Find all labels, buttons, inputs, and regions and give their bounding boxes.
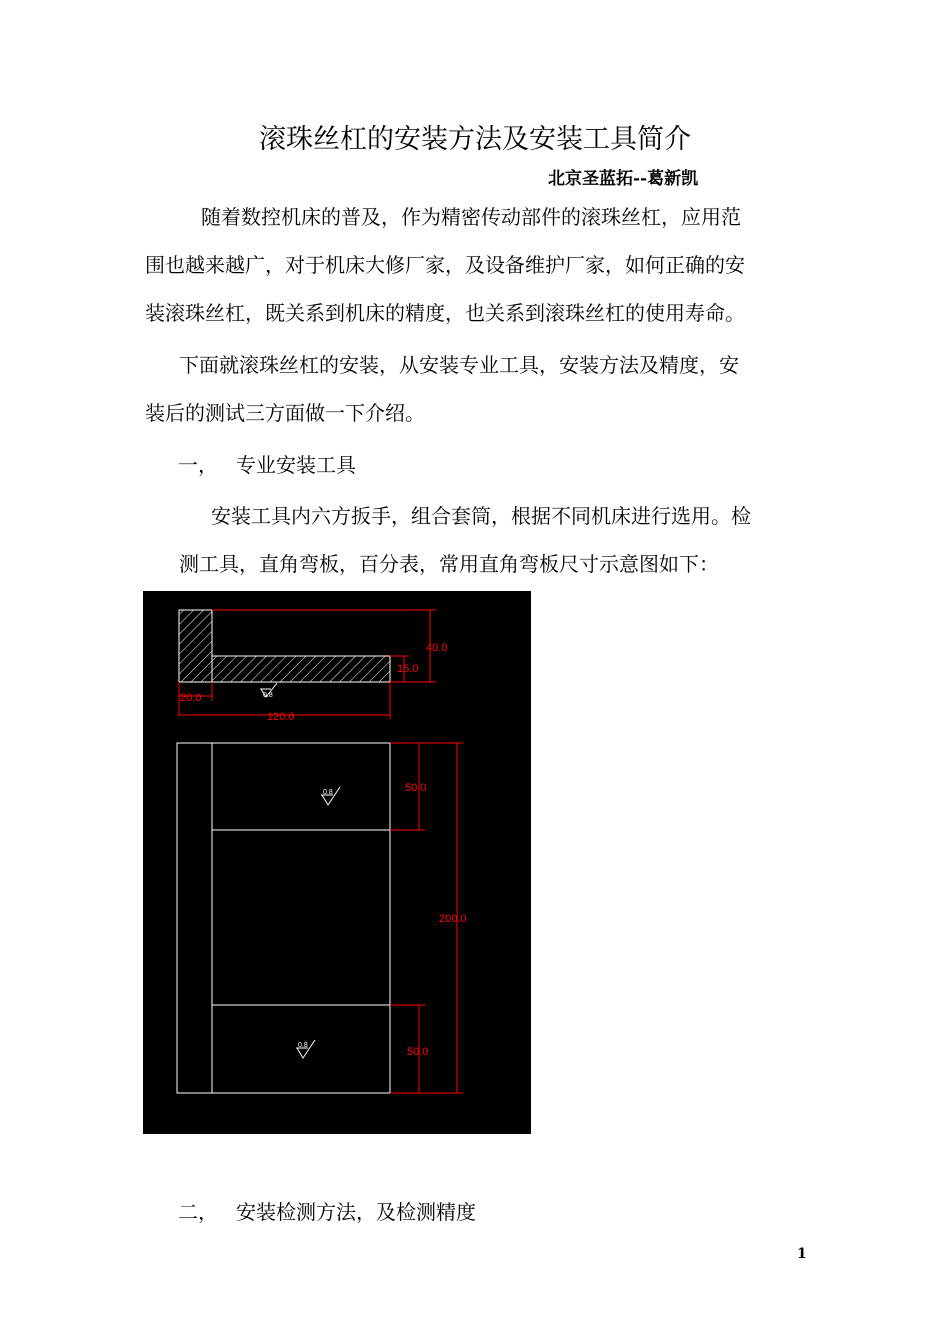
roughness-symbol — [321, 787, 340, 805]
plate-outline — [177, 743, 390, 1093]
tools-paragraph — [145, 492, 807, 588]
author-line: 北京圣蓝拓--葛新凯 — [548, 169, 699, 189]
paragraph-line: 装滚珠丝杠，既关系到机床的精度，也关系到滚珠丝杠的使用寿命。 — [145, 301, 745, 325]
dimension-label: 50.0 — [405, 782, 427, 794]
page-number: 1 — [797, 1246, 807, 1262]
roughness-symbol — [260, 683, 277, 699]
page-title: 滚珠丝杠的安装方法及安装工具简介 — [259, 124, 691, 155]
section-number: 二， — [178, 1200, 218, 1224]
dimension-label: 20.0 — [180, 692, 202, 704]
dimension-label: 120.0 — [267, 711, 295, 723]
paragraph-line: 围也越来越广，对于机床大修厂家，及设备维护厂家，如何正确的安 — [145, 253, 745, 277]
intro-paragraph — [145, 193, 807, 337]
section-title: 专业安装工具 — [236, 453, 356, 477]
svg-text:0.8: 0.8 — [323, 789, 333, 796]
dimension-label: 200.0 — [439, 913, 467, 925]
dimension-label: 40.0 — [426, 642, 448, 654]
paragraph-line: 安装工具内六方扳手，组合套筒，根据不同机床进行选用。检 — [211, 504, 751, 528]
svg-text:0.8: 0.8 — [263, 692, 273, 699]
section-heading-2 — [178, 1197, 476, 1227]
overview-paragraph — [145, 341, 807, 437]
svg-text:0.8: 0.8 — [298, 1042, 308, 1049]
paragraph-line: 装后的测试三方面做一下介绍。 — [145, 401, 425, 425]
roughness-symbol — [296, 1040, 315, 1058]
section-number: 一， — [178, 453, 218, 477]
dimension-label: 15.0 — [397, 663, 419, 675]
horizontal-leg — [212, 656, 390, 682]
cad-drawing-svg — [143, 591, 531, 1134]
paragraph-line: 下面就滚珠丝杠的安装，从安装专业工具，安装方法及精度，安 — [179, 353, 739, 377]
vertical-leg — [179, 610, 212, 682]
front-view — [177, 743, 390, 1093]
paragraph-line: 随着数控机床的普及，作为精密传动部件的滚珠丝杠，应用范 — [201, 205, 741, 229]
dimension-label: 50.0 — [407, 1046, 429, 1058]
section-heading-1 — [178, 450, 356, 480]
paragraph-line: 测工具，直角弯板，百分表，常用直角弯板尺寸示意图如下： — [179, 552, 719, 576]
section-title: 安装检测方法，及检测精度 — [236, 1200, 476, 1224]
angle-plate-drawing — [143, 591, 531, 1134]
section-view — [179, 610, 390, 682]
